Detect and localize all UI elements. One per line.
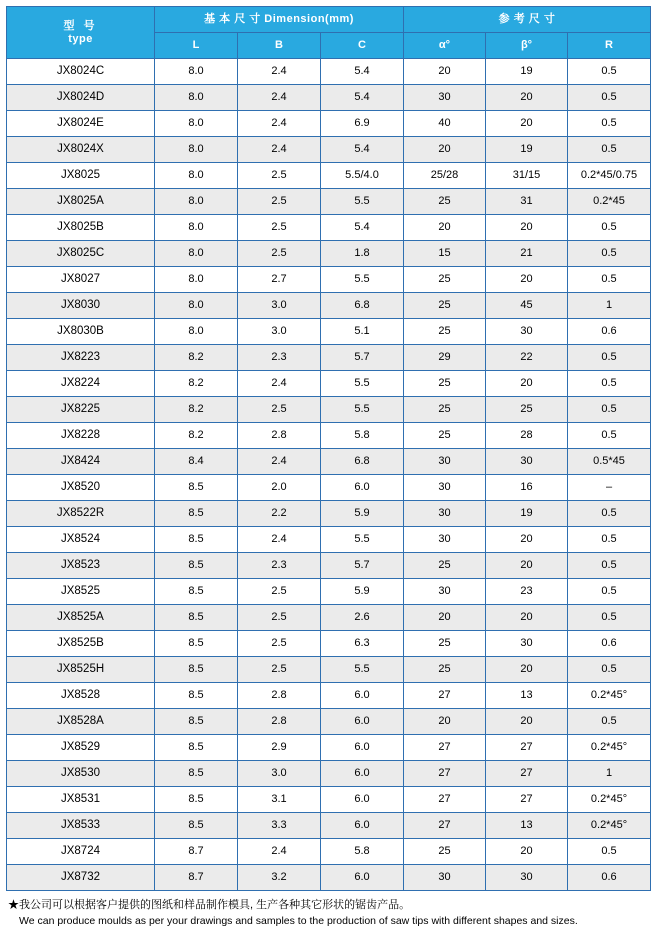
cell-r: 0.6 [568, 319, 651, 345]
cell-alpha: 30 [404, 865, 486, 891]
cell-type: JX8525A [7, 605, 155, 631]
column-header-type-en: type [68, 32, 93, 45]
cell-alpha: 25 [404, 553, 486, 579]
cell-type: JX8522R [7, 501, 155, 527]
cell-beta: 31 [486, 189, 568, 215]
cell-b: 2.2 [238, 501, 321, 527]
cell-l: 8.5 [155, 709, 238, 735]
cell-b: 2.5 [238, 657, 321, 683]
cell-r: 0.5 [568, 241, 651, 267]
cell-beta: 30 [486, 865, 568, 891]
cell-beta: 20 [486, 371, 568, 397]
cell-type: JX8024X [7, 137, 155, 163]
cell-b: 2.5 [238, 189, 321, 215]
column-header-r: R [568, 33, 651, 59]
cell-type: JX8024C [7, 59, 155, 85]
cell-l: 8.7 [155, 865, 238, 891]
cell-alpha: 20 [404, 215, 486, 241]
cell-type: JX8525B [7, 631, 155, 657]
cell-l: 8.2 [155, 423, 238, 449]
cell-l: 8.2 [155, 397, 238, 423]
cell-l: 8.5 [155, 475, 238, 501]
cell-r: 0.5*45 [568, 449, 651, 475]
cell-type: JX8523 [7, 553, 155, 579]
cell-type: JX8531 [7, 787, 155, 813]
cell-l: 8.5 [155, 735, 238, 761]
column-header-alpha: α° [404, 33, 486, 59]
cell-l: 8.5 [155, 527, 238, 553]
cell-c: 5.5/4.0 [321, 163, 404, 189]
table-row [7, 215, 651, 241]
header-row-groups [7, 7, 651, 33]
cell-l: 8.2 [155, 345, 238, 371]
cell-l: 8.5 [155, 761, 238, 787]
table-row [7, 865, 651, 891]
cell-c: 6.0 [321, 475, 404, 501]
cell-beta: 23 [486, 579, 568, 605]
cell-beta: 13 [486, 683, 568, 709]
cell-beta: 19 [486, 59, 568, 85]
cell-r: 1 [568, 293, 651, 319]
cell-b: 2.4 [238, 85, 321, 111]
cell-type: JX8528A [7, 709, 155, 735]
cell-type: JX8732 [7, 865, 155, 891]
cell-c: 5.5 [321, 267, 404, 293]
cell-c: 5.4 [321, 215, 404, 241]
cell-l: 8.0 [155, 189, 238, 215]
table-row [7, 553, 651, 579]
table-row [7, 163, 651, 189]
cell-type: JX8223 [7, 345, 155, 371]
table-row [7, 527, 651, 553]
cell-type: JX8424 [7, 449, 155, 475]
table-row [7, 605, 651, 631]
cell-c: 6.0 [321, 761, 404, 787]
table-row [7, 787, 651, 813]
cell-c: 6.3 [321, 631, 404, 657]
cell-alpha: 27 [404, 735, 486, 761]
cell-alpha: 25 [404, 423, 486, 449]
column-group-reference: 参 考 尺 寸 [404, 7, 651, 33]
cell-b: 3.2 [238, 865, 321, 891]
cell-r: 0.5 [568, 397, 651, 423]
cell-c: 6.0 [321, 735, 404, 761]
cell-beta: 20 [486, 839, 568, 865]
table-row [7, 631, 651, 657]
cell-r: 0.2*45° [568, 735, 651, 761]
cell-type: JX8724 [7, 839, 155, 865]
cell-alpha: 25 [404, 839, 486, 865]
cell-l: 8.4 [155, 449, 238, 475]
cell-b: 2.5 [238, 215, 321, 241]
cell-l: 8.5 [155, 787, 238, 813]
cell-c: 5.1 [321, 319, 404, 345]
cell-c: 5.5 [321, 371, 404, 397]
cell-beta: 21 [486, 241, 568, 267]
cell-alpha: 27 [404, 683, 486, 709]
cell-l: 8.5 [155, 553, 238, 579]
cell-type: JX8224 [7, 371, 155, 397]
cell-beta: 20 [486, 215, 568, 241]
cell-beta: 25 [486, 397, 568, 423]
cell-r: 0.5 [568, 85, 651, 111]
table-row [7, 137, 651, 163]
cell-c: 5.5 [321, 527, 404, 553]
cell-beta: 19 [486, 501, 568, 527]
cell-alpha: 27 [404, 787, 486, 813]
cell-type: JX8030B [7, 319, 155, 345]
cell-type: JX8025B [7, 215, 155, 241]
cell-c: 5.8 [321, 839, 404, 865]
cell-type: JX8530 [7, 761, 155, 787]
table-row [7, 449, 651, 475]
cell-c: 5.7 [321, 345, 404, 371]
cell-alpha: 25 [404, 189, 486, 215]
cell-l: 8.0 [155, 293, 238, 319]
cell-c: 6.9 [321, 111, 404, 137]
cell-r: 0.5 [568, 371, 651, 397]
cell-beta: 27 [486, 761, 568, 787]
cell-c: 5.4 [321, 85, 404, 111]
cell-alpha: 27 [404, 813, 486, 839]
cell-c: 6.0 [321, 865, 404, 891]
table-row [7, 241, 651, 267]
cell-c: 6.8 [321, 293, 404, 319]
cell-l: 8.0 [155, 215, 238, 241]
table-row [7, 813, 651, 839]
cell-alpha: 20 [404, 605, 486, 631]
cell-l: 8.0 [155, 241, 238, 267]
cell-b: 2.7 [238, 267, 321, 293]
cell-l: 8.0 [155, 319, 238, 345]
column-group-dimension: 基 本 尺 寸 Dimension(mm) [155, 7, 404, 33]
cell-r: 0.2*45° [568, 787, 651, 813]
column-header-type-cn: 型 号 [63, 19, 98, 32]
column-header-c: C [321, 33, 404, 59]
cell-beta: 20 [486, 85, 568, 111]
cell-r: 0.5 [568, 657, 651, 683]
cell-r: 0.5 [568, 527, 651, 553]
cell-b: 2.3 [238, 553, 321, 579]
cell-b: 2.3 [238, 345, 321, 371]
cell-beta: 19 [486, 137, 568, 163]
cell-beta: 13 [486, 813, 568, 839]
cell-c: 6.0 [321, 813, 404, 839]
column-header-l: L [155, 33, 238, 59]
cell-c: 5.9 [321, 501, 404, 527]
cell-r: 0.5 [568, 423, 651, 449]
table-header [7, 7, 651, 59]
cell-b: 3.0 [238, 319, 321, 345]
cell-l: 8.0 [155, 111, 238, 137]
cell-b: 2.4 [238, 111, 321, 137]
cell-c: 5.5 [321, 189, 404, 215]
cell-beta: 30 [486, 449, 568, 475]
cell-b: 2.8 [238, 423, 321, 449]
cell-alpha: 25 [404, 397, 486, 423]
cell-type: JX8528 [7, 683, 155, 709]
table-row [7, 397, 651, 423]
cell-alpha: 29 [404, 345, 486, 371]
cell-b: 3.1 [238, 787, 321, 813]
cell-b: 3.3 [238, 813, 321, 839]
table-row [7, 761, 651, 787]
specification-table [6, 6, 651, 891]
table-row [7, 319, 651, 345]
cell-alpha: 40 [404, 111, 486, 137]
cell-alpha: 30 [404, 449, 486, 475]
cell-c: 5.4 [321, 137, 404, 163]
cell-type: JX8025A [7, 189, 155, 215]
table-row [7, 267, 651, 293]
cell-beta: 20 [486, 267, 568, 293]
cell-alpha: 25 [404, 267, 486, 293]
cell-b: 2.5 [238, 631, 321, 657]
cell-r: 0.5 [568, 111, 651, 137]
cell-type: JX8225 [7, 397, 155, 423]
cell-r: 0.5 [568, 553, 651, 579]
cell-b: 2.5 [238, 605, 321, 631]
cell-beta: 20 [486, 709, 568, 735]
cell-r: 0.5 [568, 345, 651, 371]
cell-beta: 20 [486, 111, 568, 137]
cell-type: JX8228 [7, 423, 155, 449]
cell-l: 8.0 [155, 59, 238, 85]
cell-c: 6.0 [321, 709, 404, 735]
cell-alpha: 30 [404, 85, 486, 111]
column-header-type [7, 7, 155, 59]
cell-type: JX8030 [7, 293, 155, 319]
cell-c: 6.0 [321, 683, 404, 709]
cell-beta: 20 [486, 527, 568, 553]
cell-alpha: 25 [404, 293, 486, 319]
table-row [7, 423, 651, 449]
cell-alpha: 25 [404, 631, 486, 657]
cell-type: JX8027 [7, 267, 155, 293]
cell-alpha: 25 [404, 371, 486, 397]
cell-beta: 16 [486, 475, 568, 501]
table-row [7, 683, 651, 709]
cell-alpha: 30 [404, 501, 486, 527]
cell-beta: 30 [486, 319, 568, 345]
cell-c: 5.8 [321, 423, 404, 449]
cell-b: 2.8 [238, 709, 321, 735]
cell-l: 8.5 [155, 657, 238, 683]
table-row [7, 475, 651, 501]
cell-r: – [568, 475, 651, 501]
cell-r: 0.6 [568, 865, 651, 891]
cell-l: 8.5 [155, 631, 238, 657]
table-body [7, 59, 651, 891]
cell-b: 2.4 [238, 137, 321, 163]
cell-r: 0.2*45° [568, 813, 651, 839]
cell-c: 5.5 [321, 657, 404, 683]
cell-b: 2.4 [238, 371, 321, 397]
cell-b: 2.8 [238, 683, 321, 709]
cell-beta: 20 [486, 605, 568, 631]
cell-l: 8.5 [155, 605, 238, 631]
cell-c: 5.9 [321, 579, 404, 605]
footnote [6, 898, 650, 929]
cell-r: 0.5 [568, 605, 651, 631]
cell-l: 8.0 [155, 163, 238, 189]
cell-r: 0.5 [568, 839, 651, 865]
table-row [7, 501, 651, 527]
cell-beta: 20 [486, 657, 568, 683]
cell-beta: 20 [486, 553, 568, 579]
cell-r: 0.2*45 [568, 189, 651, 215]
cell-r: 0.5 [568, 267, 651, 293]
cell-beta: 28 [486, 423, 568, 449]
table-row [7, 189, 651, 215]
cell-l: 8.7 [155, 839, 238, 865]
cell-alpha: 25 [404, 657, 486, 683]
cell-c: 5.5 [321, 397, 404, 423]
cell-b: 2.5 [238, 163, 321, 189]
cell-c: 6.8 [321, 449, 404, 475]
cell-alpha: 30 [404, 579, 486, 605]
cell-r: 0.5 [568, 501, 651, 527]
table-row [7, 345, 651, 371]
cell-b: 2.5 [238, 579, 321, 605]
cell-l: 8.0 [155, 85, 238, 111]
cell-l: 8.5 [155, 501, 238, 527]
column-header-b: B [238, 33, 321, 59]
table-row [7, 657, 651, 683]
cell-r: 0.5 [568, 709, 651, 735]
column-header-beta: β° [486, 33, 568, 59]
cell-r: 0.5 [568, 215, 651, 241]
cell-alpha: 20 [404, 137, 486, 163]
cell-c: 6.0 [321, 787, 404, 813]
cell-type: JX8525 [7, 579, 155, 605]
cell-beta: 22 [486, 345, 568, 371]
cell-alpha: 20 [404, 59, 486, 85]
cell-type: JX8524 [7, 527, 155, 553]
cell-r: 1 [568, 761, 651, 787]
cell-b: 2.4 [238, 449, 321, 475]
cell-r: 0.2*45° [568, 683, 651, 709]
cell-alpha: 25/28 [404, 163, 486, 189]
cell-b: 2.4 [238, 59, 321, 85]
table-row [7, 735, 651, 761]
cell-r: 0.5 [568, 579, 651, 605]
cell-alpha: 27 [404, 761, 486, 787]
cell-type: JX8025 [7, 163, 155, 189]
cell-type: JX8520 [7, 475, 155, 501]
cell-b: 2.4 [238, 527, 321, 553]
cell-type: JX8529 [7, 735, 155, 761]
table-row [7, 579, 651, 605]
cell-c: 5.4 [321, 59, 404, 85]
cell-type: JX8024D [7, 85, 155, 111]
cell-l: 8.5 [155, 579, 238, 605]
cell-alpha: 20 [404, 709, 486, 735]
table-row [7, 85, 651, 111]
footnote-line-cn: ★我公司可以根据客户提供的图纸和样品制作模具, 生产各种其它形状的锯齿产品。 [8, 899, 411, 911]
cell-alpha: 30 [404, 475, 486, 501]
cell-r: 0.6 [568, 631, 651, 657]
cell-b: 2.4 [238, 839, 321, 865]
cell-alpha: 25 [404, 319, 486, 345]
cell-beta: 27 [486, 735, 568, 761]
cell-c: 5.7 [321, 553, 404, 579]
cell-alpha: 30 [404, 527, 486, 553]
cell-l: 8.2 [155, 371, 238, 397]
cell-type: JX8525H [7, 657, 155, 683]
cell-b: 3.0 [238, 761, 321, 787]
cell-beta: 31/15 [486, 163, 568, 189]
cell-c: 2.6 [321, 605, 404, 631]
table-row [7, 59, 651, 85]
cell-b: 2.5 [238, 397, 321, 423]
cell-beta: 30 [486, 631, 568, 657]
cell-type: JX8533 [7, 813, 155, 839]
cell-type: JX8025C [7, 241, 155, 267]
cell-c: 1.8 [321, 241, 404, 267]
table-row [7, 839, 651, 865]
table-row [7, 709, 651, 735]
cell-l: 8.0 [155, 137, 238, 163]
cell-r: 0.5 [568, 137, 651, 163]
cell-l: 8.5 [155, 683, 238, 709]
cell-beta: 27 [486, 787, 568, 813]
table-row [7, 371, 651, 397]
cell-type: JX8024E [7, 111, 155, 137]
cell-l: 8.5 [155, 813, 238, 839]
cell-r: 0.2*45/0.75 [568, 163, 651, 189]
cell-b: 2.5 [238, 241, 321, 267]
cell-b: 2.9 [238, 735, 321, 761]
cell-beta: 45 [486, 293, 568, 319]
cell-b: 3.0 [238, 293, 321, 319]
footnote-line-en: We can produce moulds as per your drawings and samples to the production of saw tips with different shapes and sizes. [19, 914, 578, 927]
cell-r: 0.5 [568, 59, 651, 85]
cell-alpha: 15 [404, 241, 486, 267]
table-row [7, 111, 651, 137]
cell-l: 8.0 [155, 267, 238, 293]
cell-b: 2.0 [238, 475, 321, 501]
table-row [7, 293, 651, 319]
